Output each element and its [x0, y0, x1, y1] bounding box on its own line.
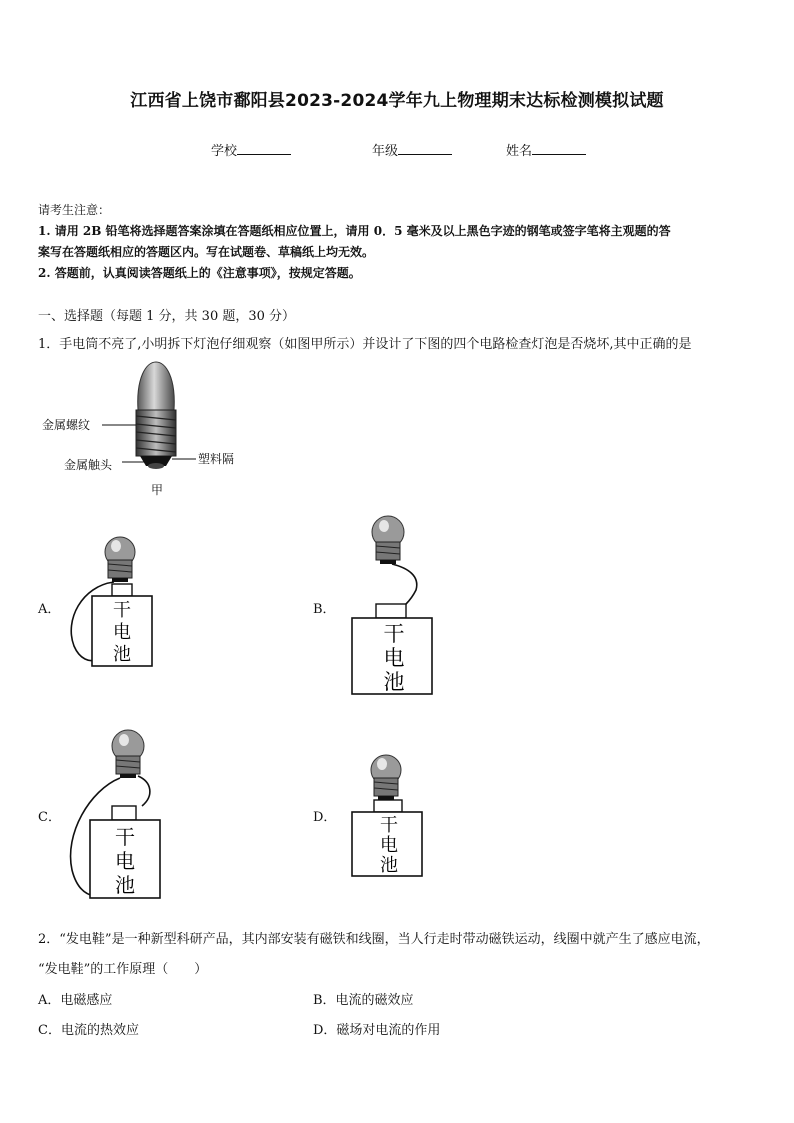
school-label: 学校: [211, 144, 238, 159]
grade-label: 年级: [372, 144, 399, 159]
notice-heading: 请考生注意：: [38, 203, 111, 217]
figure-jia: [38, 358, 258, 498]
school-field: [211, 140, 291, 159]
battery-char-2: 电: [380, 835, 398, 856]
question-2-option-c[interactable]: C．电流的热效应: [38, 1023, 139, 1038]
battery-char-3: 池: [383, 670, 405, 694]
notice-item-1-line-1: 1. 请用 2B 铅笔将选择题答案涂填在答题纸相应位置上，请用 0．5 毫米及以上黑色字迹的钢笔或签字笔将主观题的答: [38, 224, 671, 238]
page-title: 江西省上饶市鄱阳县2023-2024学年九上物理期末达标检测模拟试题: [130, 91, 664, 111]
question-2-option-d[interactable]: D．磁场对电流的作用: [313, 1023, 441, 1038]
battery-char-2: 电: [113, 622, 131, 643]
circuit-b: [346, 510, 446, 696]
circuit-d: [346, 750, 436, 878]
battery-char-1: 干: [115, 825, 135, 849]
name-field: [506, 140, 586, 159]
circuit-a: [68, 530, 168, 670]
grade-blank[interactable]: [398, 142, 452, 155]
option-c-label[interactable]: C．: [38, 810, 61, 825]
option-d-label[interactable]: D．: [313, 810, 337, 825]
battery-char-2: 电: [115, 849, 135, 873]
grade-field: [372, 140, 452, 159]
circuit-c: [66, 724, 170, 902]
section-heading: 一、选择题（每题 1 分，共 30 题，30 分）: [38, 309, 296, 324]
battery-char-3: 池: [113, 644, 131, 665]
question-2-stem-line-1: 2．“发电鞋”是一种新型科研产品，其内部安装有磁铁和线圈，当人行走时带动磁铁运动，线圈中就产生了感应电流，: [38, 932, 710, 947]
figure-caption: 甲: [151, 483, 164, 497]
label-plastic: 塑料隔: [198, 452, 235, 466]
label-metal-contact: 金属触头: [64, 458, 113, 472]
question-2-stem-line-2: “发电鞋”的工作原理（ ）: [38, 962, 208, 977]
bulb-photo: [38, 358, 258, 498]
battery-char-1: 干: [383, 622, 405, 646]
battery-char-1: 干: [113, 600, 131, 621]
school-blank[interactable]: [237, 142, 291, 155]
battery-char-2: 电: [383, 646, 405, 670]
option-b-label[interactable]: B．: [313, 602, 336, 617]
battery-char-3: 池: [115, 873, 135, 897]
notice-block: [38, 200, 671, 284]
notice-item-1-line-2: 案写在答题纸相应的答题区内。写在试题卷、草稿纸上均无效。: [38, 245, 375, 259]
label-metal-thread: 金属螺纹: [42, 418, 91, 432]
question-1-stem: 1．手电筒不亮了,小明拆下灯泡仔细观察（如图甲所示）并设计了下图的四个电路检查灯泡是否烧坏,其中正确的是: [38, 337, 692, 352]
option-a-label[interactable]: A．: [38, 602, 61, 617]
battery-char-3: 池: [380, 855, 398, 876]
notice-item-2: 2. 答题前，认真阅读答题纸上的《注意事项》，按规定答题。: [38, 266, 361, 280]
name-blank[interactable]: [532, 142, 586, 155]
question-2-option-b[interactable]: B．电流的磁效应: [313, 993, 414, 1008]
question-2-option-a[interactable]: A．电磁感应: [38, 993, 113, 1008]
battery-char-1: 干: [380, 815, 398, 836]
name-label: 姓名: [506, 144, 533, 159]
